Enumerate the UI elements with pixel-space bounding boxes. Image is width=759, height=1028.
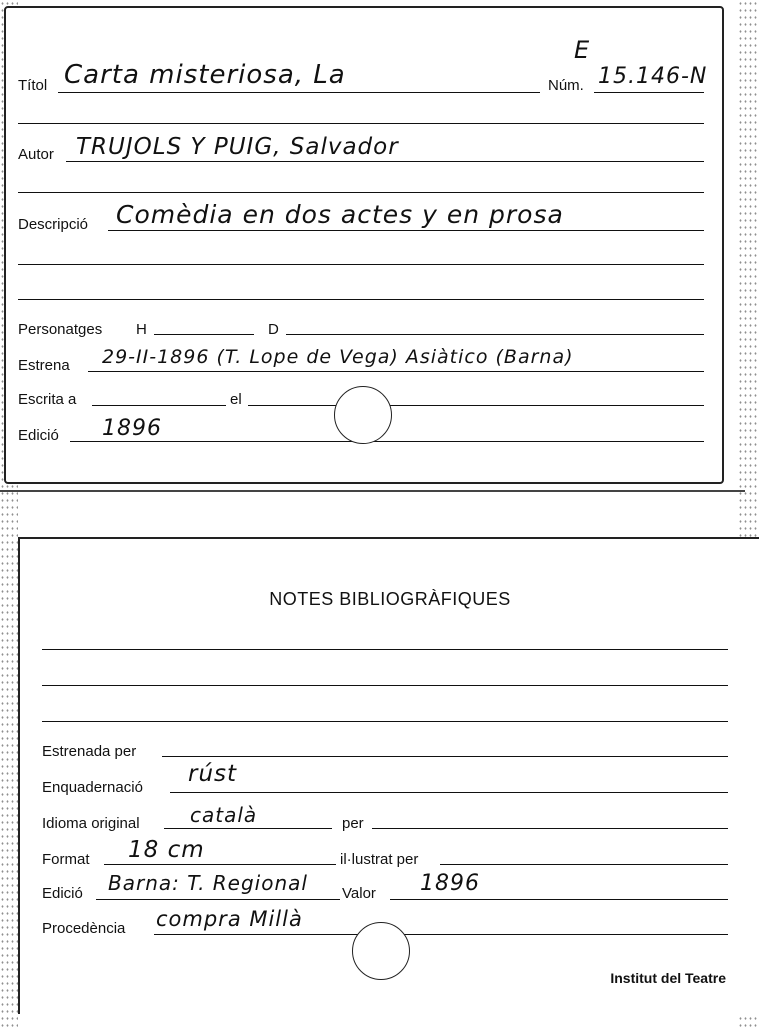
rule bbox=[18, 299, 704, 300]
format-line bbox=[104, 864, 336, 865]
rule bbox=[42, 721, 728, 722]
format-value: 18 cm bbox=[128, 837, 205, 863]
idioma-value: català bbox=[190, 803, 258, 827]
edicio-line bbox=[70, 441, 704, 442]
titol-label: Títol bbox=[18, 77, 48, 94]
edicio-line bbox=[96, 899, 340, 900]
procedencia-line bbox=[154, 934, 728, 935]
institut-footer: Institut del Teatre bbox=[610, 970, 726, 986]
num-value: 15.146-N bbox=[598, 64, 708, 89]
titol-value: Carta misteriosa, La bbox=[64, 60, 346, 90]
num-prefix: E bbox=[574, 36, 591, 64]
rule bbox=[42, 649, 728, 650]
autor-label: Autor bbox=[18, 146, 54, 163]
procedencia-label: Procedència bbox=[42, 920, 126, 937]
estrenada-line bbox=[162, 756, 728, 757]
catalog-card-back bbox=[18, 537, 759, 1014]
enquadernacio-label: Enquadernació bbox=[42, 779, 143, 796]
autor-value: TRUJOLS Y PUIG, Salvador bbox=[76, 134, 399, 160]
edicio-value: 1896 bbox=[102, 416, 162, 441]
descripcio-line bbox=[108, 230, 704, 231]
el-label: el bbox=[230, 391, 242, 408]
edicio-label: Edició bbox=[42, 885, 83, 902]
estrena-value: 29-II-1896 (T. Lope de Vega) Asiàtico (Barna) bbox=[102, 346, 574, 368]
illustrat-label: il·lustrat per bbox=[340, 851, 419, 868]
format-label: Format bbox=[42, 851, 90, 868]
el-line bbox=[248, 405, 704, 406]
idioma-line bbox=[164, 828, 332, 829]
estrena-line bbox=[88, 371, 704, 372]
valor-value: 1896 bbox=[420, 871, 480, 896]
page-divider bbox=[0, 490, 745, 492]
estrenada-label: Estrenada per bbox=[42, 743, 137, 760]
procedencia-value: compra Millà bbox=[156, 907, 303, 931]
catalog-card-front bbox=[4, 6, 724, 484]
estrena-label: Estrena bbox=[18, 357, 70, 374]
personatges-label: Personatges bbox=[18, 321, 103, 338]
per-label: per bbox=[342, 815, 364, 832]
valor-line bbox=[390, 899, 728, 900]
idioma-label: Idioma original bbox=[42, 815, 140, 832]
illustrat-line bbox=[440, 864, 728, 865]
descripcio-label: Descripció bbox=[18, 216, 89, 233]
edicio-value: Barna: T. Regional bbox=[108, 871, 308, 895]
punch-hole bbox=[352, 922, 410, 980]
enquadernacio-line bbox=[170, 792, 728, 793]
punch-hole bbox=[334, 386, 392, 444]
rule bbox=[18, 123, 704, 124]
h-line bbox=[154, 334, 254, 335]
rule bbox=[18, 192, 704, 193]
d-line bbox=[286, 334, 704, 335]
h-label: H bbox=[136, 321, 147, 338]
rule bbox=[42, 685, 728, 686]
valor-label: Valor bbox=[342, 885, 376, 902]
autor-line bbox=[66, 161, 704, 162]
per-line bbox=[372, 828, 728, 829]
edicio-label: Edició bbox=[18, 427, 59, 444]
titol-line bbox=[58, 92, 540, 93]
escrita-label: Escrita a bbox=[18, 391, 77, 408]
notes-title: NOTES BIBLIOGRÀFIQUES bbox=[269, 589, 511, 609]
d-label: D bbox=[268, 321, 279, 338]
num-line bbox=[594, 92, 704, 93]
descripcio-value: Comèdia en dos actes y en prosa bbox=[116, 200, 564, 229]
enquadernacio-value: rúst bbox=[188, 761, 238, 787]
num-label: Núm. bbox=[548, 77, 584, 94]
rule bbox=[18, 264, 704, 265]
escrita-line bbox=[92, 405, 226, 406]
